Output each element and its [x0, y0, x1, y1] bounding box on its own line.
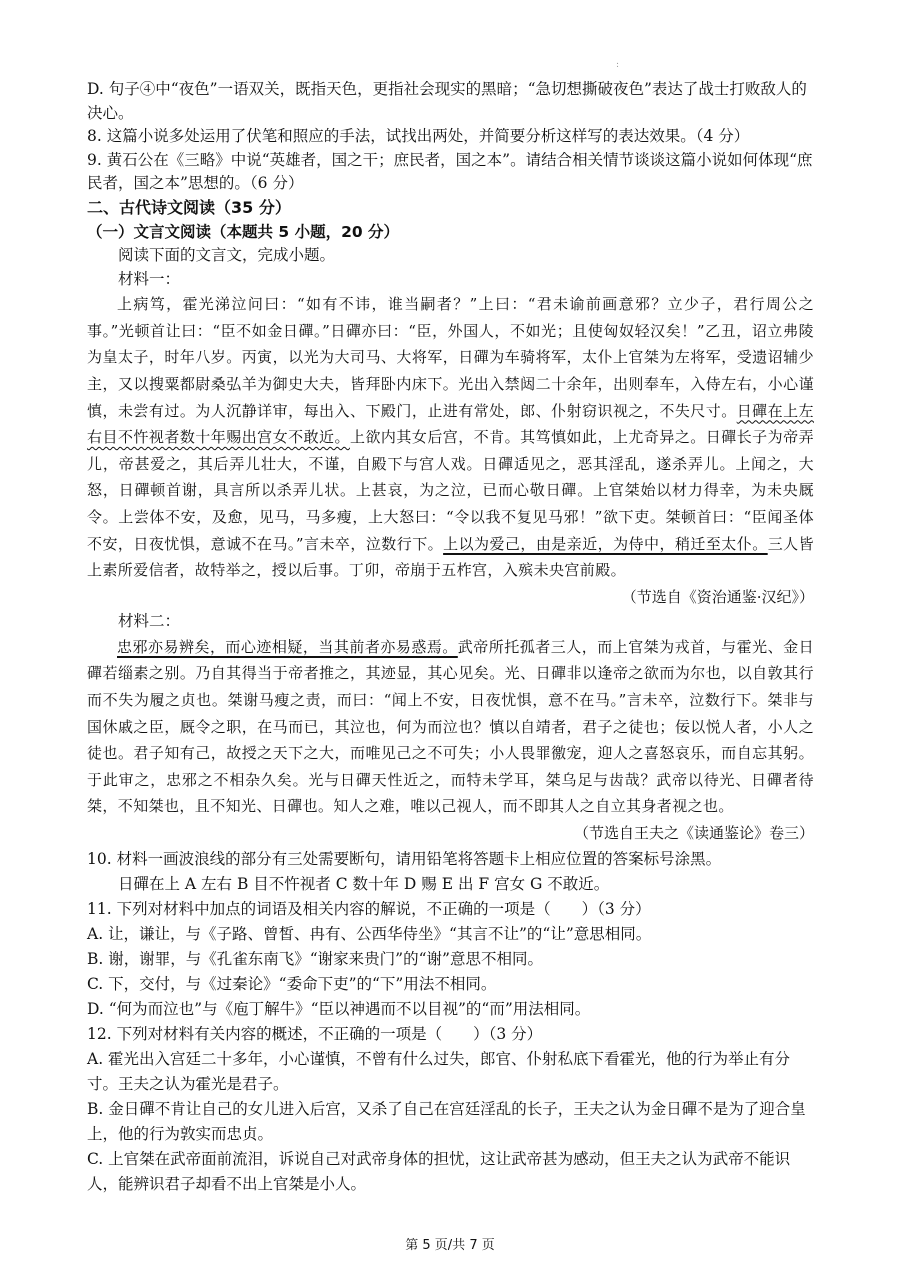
material-1-text [87, 291, 814, 584]
underlined-sentence-1: 上以为爱己，由是亲近，为侍中，稍迁至太仆。 [443, 534, 768, 553]
subsection-title: （一）文言文阅读（本题共 5 小题，20 分） [87, 222, 400, 241]
question-12-option-a: A. 霍光出入宫廷二十多年，小心谨慎，不曾有什么过失，郎官、仆射私底下看霍光，他的行为举止有分寸。王夫之认为霍光是君子。 [87, 1049, 791, 1093]
material-1-label: 材料一： [118, 269, 181, 288]
question-11: 11. 下列对材料中加点的词语及相关内容的解说，不正确的一项是（ ）（3 分） [87, 899, 651, 918]
material-1-part-2: 上欲内其女后宫，不肯。其笃慎如此，上尤奇异之。日磾长子为帝弄儿，帝甚爱之，其后弄儿壮大，不谨，自殿下与宫人戏。日磾适见之，恶其淫乱，遂杀弄儿。上闻之，大怒，日磾顿首谢，具言所以杀弄儿状。上甚哀，为之泣，已而心敬日磾。上官桀始以材力得幸，为未央厩令。上尝体不安，及愈，见马，马多瘦，上大怒曰：“令以我不复见马邪！”欲下吏。桀顿首曰：“臣闻圣体不安，日夜忧惧，意诚不在马。”言未卒，泣数行下。 [87, 428, 814, 553]
wavy-underlined-sentence: 日磾在上左右目不忤视者数十年赐出宫女不敢近。 [87, 401, 814, 447]
question-10: 10. 材料一画波浪线的部分有三处需要断句，请用铅笔将答题卡上相应位置的答案标号涂黑。 [87, 849, 722, 868]
material-2-text [87, 634, 814, 820]
option-d-line: D. 句子④中“夜色”一语双关，既指天色，更指社会现实的黑暗；“急切想撕破夜色”表达了战士打败敌人的决心。 [87, 80, 807, 122]
material-2-source: （节选自王夫之《读通鉴论》卷三） [573, 824, 814, 843]
page-footer: 第 5 页/共 7 页 [405, 1238, 495, 1253]
question-11-option-d: D. “何为而泣也”与《庖丁解牛》“臣以神遇而不以目视”的“而”用法相同。 [87, 999, 591, 1018]
material-1-part-1: 上病笃，霍光涕泣问曰：“如有不讳，谁当嗣者？”上曰：“君未谕前画意邪？立少子，君行周公之事。”光顿首让曰：“臣不如金日磾。”日磾亦曰：“臣，外国人，不如光；且使匈奴轻汉矣！”乙丑，诏立弗陵为皇太子，时年八岁。丙寅，以光为大司马、大将军，日磾为车骑将军，太仆上官桀为左将军，受遗诏辅少主，又以搜粟都尉桑弘羊为御史大夫，皆拜卧内床下。光出入禁闼二十余年，出则奉车，入侍左右，小心谨慎，未尝有过。为人沉静详审，每出入、下殿门，止进有常处，郎、仆射窃识视之，不失尺寸。 [87, 295, 814, 420]
material-2-part-1: 武帝所托孤者三人，而上官桀为戎首，与霍光、金日磾若缁素之别。乃自其得当于帝者推之，其迹显，其心见矣。光、日磾非以逢帝之欲而为尔也，以自敦其行而不失为履之贞也。桀谢马瘦之责，而曰：“闻上不安，日夜忧惧，意不在马。”言未卒，泣数行下。桀非与国休戚之臣，厩令之职，在马而已，其泣也，何为而泣也？慎以自靖者，君子之徒也；佞以悦人者，小人之徒也。君子知有己，故授之天下之大，而唯见己之不可失；小人畏罪徼宠，迎人之喜怒哀乐，而自忘其躬。于此审之，忠邪之不相杂久矣。光与日磾天性近之，而特未学耳，桀乌足与齿哉？武帝以待光、日磾者待桀，不知桀也，且不知光、日磾也。知人之难，唯以己视人，而不即其人之自立其身者视之也。 [87, 637, 814, 816]
material-1-source: （节选自《资治通鉴·汉纪》） [621, 587, 814, 606]
material-1-part-3: 三人皆上素所爱信者，故特举之，授以后事。丁卯，帝崩于五柞宫，入殡未央宫前殿。 [87, 534, 814, 580]
question-11-option-c: C. 下，交付，与《过秦论》“委命下吏”的“下”用法不相同。 [87, 974, 497, 993]
section-title: 二、古代诗文阅读（35 分） [87, 197, 291, 217]
question-12-option-b: B. 金日磾不肯让自己的女儿进入后宫，又杀了自己在宫廷淫乱的长子，王夫之认为金日磾不是为了迎合皇上，他的行为敦实而忠贞。 [87, 1099, 806, 1143]
question-8: 8. 这篇小说多处运用了伏笔和照应的手法，试找出两处，并简要分析这样写的表达效果。（4 分） [87, 127, 750, 146]
question-12-option-c: C. 上官桀在武帝面前流泪，诉说自己对武帝身体的担忧，这让武帝甚为感动，但王夫之认为武帝不能识人，能辨识君子却看不出上官桀是小人。 [87, 1149, 791, 1193]
question-9: 9. 黄石公在《三略》中说“英雄者，国之干；庶民者，国之本”。请结合相关情节谈谈这篇小说如何体现“庶民者，国之本”思想的。（6 分） [87, 150, 813, 193]
material-2-label: 材料二： [118, 612, 181, 631]
scan-mark: : [616, 60, 620, 70]
reading-instruction: 阅读下面的文言文，完成小题。 [118, 245, 336, 264]
question-10-sentence: 日磾在上 A 左右 B 目不忤视者 C 数十年 D 赐 E 出 F 宫女 G 不敢近。 [118, 874, 610, 893]
underlined-sentence-2: 忠邪亦易辨矣，而心迹相疑，当其前者亦易惑焉。 [117, 637, 458, 656]
question-11-option-a: A. 让，谦让，与《子路、曾皙、冉有、公西华侍坐》“其言不让”的“让”意思相同。 [87, 924, 652, 943]
question-12: 12. 下列对材料有关内容的概述，不正确的一项是（ ）（3 分） [87, 1024, 543, 1043]
question-11-option-b: B. 谢，谢罪，与《孔雀东南飞》“谢家来贵门”的“谢”意思不相同。 [87, 949, 543, 968]
